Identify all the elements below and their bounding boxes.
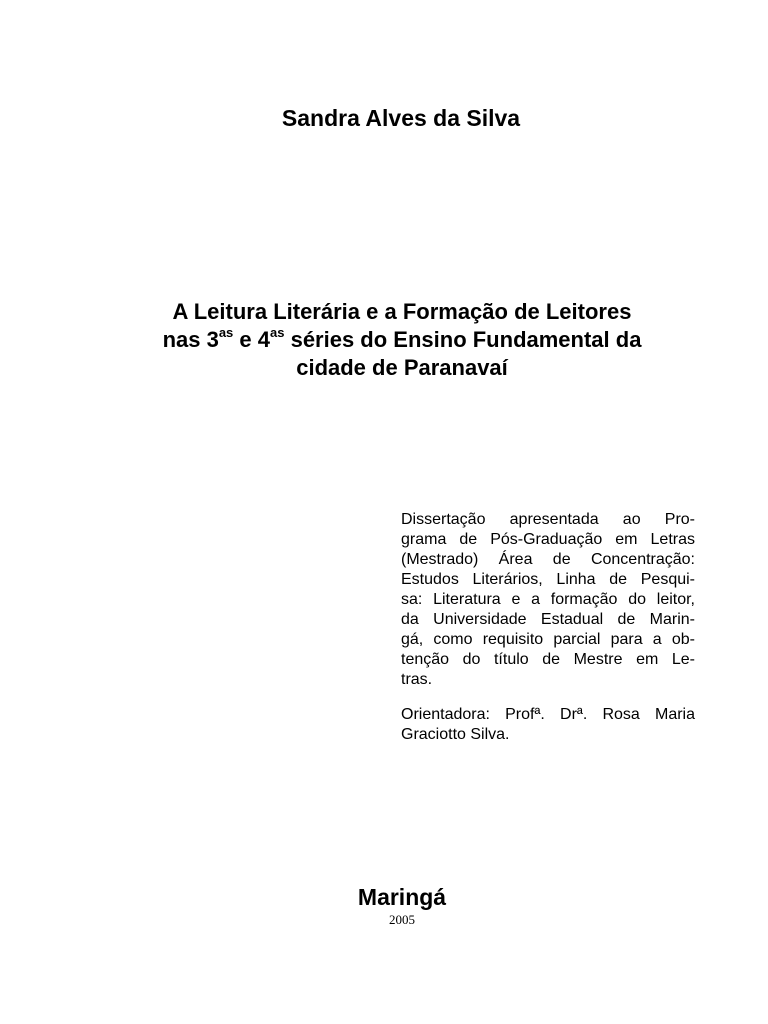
title-line-2-mid: e 4 xyxy=(233,327,270,352)
title-line-2-suffix: séries do Ensino Fundamental da xyxy=(284,327,642,352)
statement-line: sa: Literatura e a formação do leitor, xyxy=(401,591,695,608)
author-name: Sandra Alves da Silva xyxy=(281,105,521,131)
statement-line: tras. xyxy=(401,671,433,688)
statement-line: da Universidade Estadual de Marin- xyxy=(401,611,695,628)
title-superscript-1: as xyxy=(218,324,234,340)
title-superscript-2: as xyxy=(270,324,285,340)
advisor-line: Orientadora: Profª. Drª. Rosa Maria xyxy=(401,706,695,723)
title-line-2-prefix: nas 3 xyxy=(162,327,219,352)
publication-year: 2005 xyxy=(389,912,415,927)
statement-line: Estudos Literários, Linha de Pesqui- xyxy=(401,571,695,588)
statement-line: gá, como requisito parcial para a ob- xyxy=(401,631,695,648)
statement-line: grama de Pós-Graduação em Letras xyxy=(401,531,695,548)
title-line-3: cidade de Paranavaí xyxy=(296,355,508,380)
title-line-2 xyxy=(100,326,704,354)
dissertation-statement xyxy=(401,510,695,690)
advisor-line: Graciotto Silva. xyxy=(401,726,510,743)
statement-line: Dissertação apresentada ao Pro- xyxy=(401,511,695,528)
title-line-1: A Leitura Literária e a Formação de Leitores xyxy=(172,299,632,324)
statement-line: (Mestrado) Área de Concentração: xyxy=(401,551,695,568)
advisor-statement xyxy=(401,705,695,745)
dissertation-title xyxy=(100,298,704,382)
statement-line: tenção do título de Mestre em Le- xyxy=(401,651,695,668)
city-name: Maringá xyxy=(357,884,447,910)
